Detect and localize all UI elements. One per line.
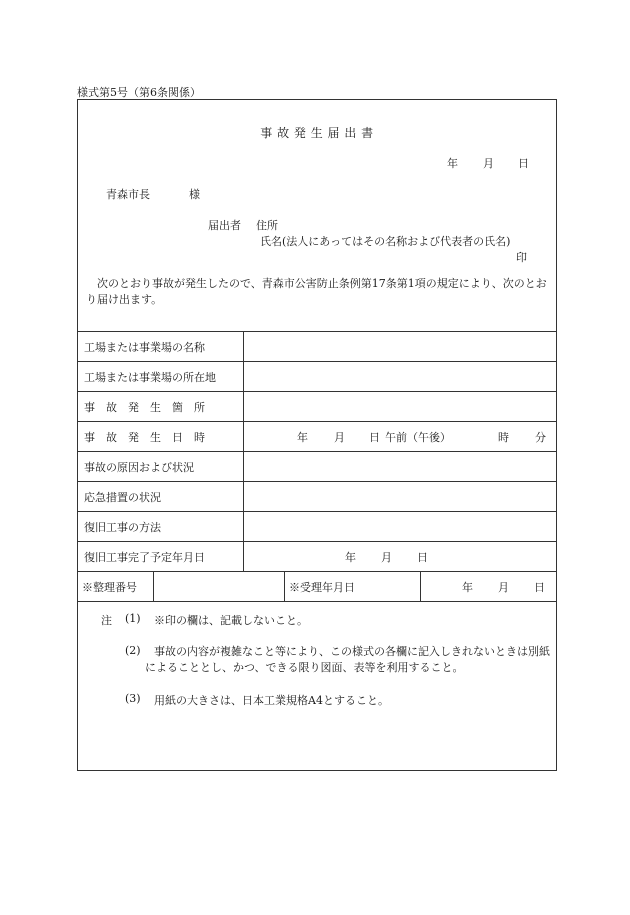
row-label-repair-method: 復旧工事の方法	[84, 521, 161, 534]
note-number: (1)	[125, 612, 141, 625]
addressee-honorific: 様	[189, 188, 200, 201]
seal-mark: 印	[516, 251, 527, 264]
table-top-border	[78, 331, 556, 332]
received-day: 日	[534, 581, 545, 594]
addressee-name: 青森市長	[106, 188, 150, 201]
completion-year: 年	[345, 551, 356, 564]
date-year: 年	[447, 157, 458, 170]
row-label-accident-place: 事 故 発 生 箇 所	[84, 401, 205, 414]
received-date-label: ※受理年月日	[289, 581, 355, 594]
reference-number-label: ※整理番号	[82, 581, 137, 594]
date-month: 月	[483, 157, 494, 170]
row-label-factory-location: 工場または事業場の所在地	[84, 371, 216, 384]
datetime-month: 月	[334, 431, 345, 444]
note-number: (3)	[125, 692, 141, 705]
applicant-name-label: 氏名(法人にあってはその名称および代表者の氏名)	[260, 235, 511, 248]
row-divider	[78, 451, 556, 452]
column-divider	[153, 571, 154, 601]
datetime-ampm: 午前（午後）	[385, 431, 451, 444]
row-divider	[78, 421, 556, 422]
document-title: 事 故 発 生 届 出 書	[260, 126, 374, 140]
datetime-minute: 分	[535, 431, 546, 444]
datetime-day: 日	[369, 431, 380, 444]
row-label-factory-name: 工場または事業場の名称	[84, 341, 205, 354]
completion-month: 月	[381, 551, 392, 564]
row-divider	[78, 391, 556, 392]
note-text: 事故の内容が複雑なこと等により、この様式の各欄に記入しきれないときは別紙によることとし、かつ、できる限り図面、表等を利用すること。	[145, 645, 550, 674]
note-text: ※印の欄は、記載しないこと。	[154, 614, 308, 627]
column-divider	[243, 331, 244, 571]
row-divider	[78, 541, 556, 542]
datetime-year: 年	[297, 431, 308, 444]
form-frame	[77, 99, 557, 771]
datetime-hour: 時	[498, 431, 509, 444]
column-divider	[284, 571, 285, 601]
row-label-emergency-measures: 応急措置の状況	[84, 491, 161, 504]
statement-text: 次のとおり事故が発生したので、青森市公害防止条例第17条第1項の規定により、次のとおり届け出ます。	[86, 277, 547, 306]
completion-day: 日	[417, 551, 428, 564]
row-divider	[78, 361, 556, 362]
row-divider	[78, 481, 556, 482]
column-divider	[420, 571, 421, 601]
row-label-cause: 事故の原因および状況	[84, 461, 194, 474]
table-bottom-border	[78, 601, 556, 602]
form-number-label: 様式第5号（第6条関係）	[77, 86, 201, 99]
row-divider	[78, 571, 556, 572]
row-label-completion-date: 復旧工事完了予定年月日	[84, 551, 205, 564]
date-day: 日	[518, 157, 529, 170]
notes-heading: 注	[101, 614, 112, 627]
applicant-label: 届出者	[208, 219, 241, 232]
note-number: (2)	[125, 644, 141, 657]
received-month: 月	[498, 581, 509, 594]
row-divider	[78, 511, 556, 512]
applicant-address-label: 住所	[256, 219, 278, 232]
received-year: 年	[462, 581, 473, 594]
row-label-accident-datetime: 事 故 発 生 日 時	[84, 431, 205, 444]
note-text: 用紙の大きさは、日本工業規格A4とすること。	[154, 694, 389, 707]
